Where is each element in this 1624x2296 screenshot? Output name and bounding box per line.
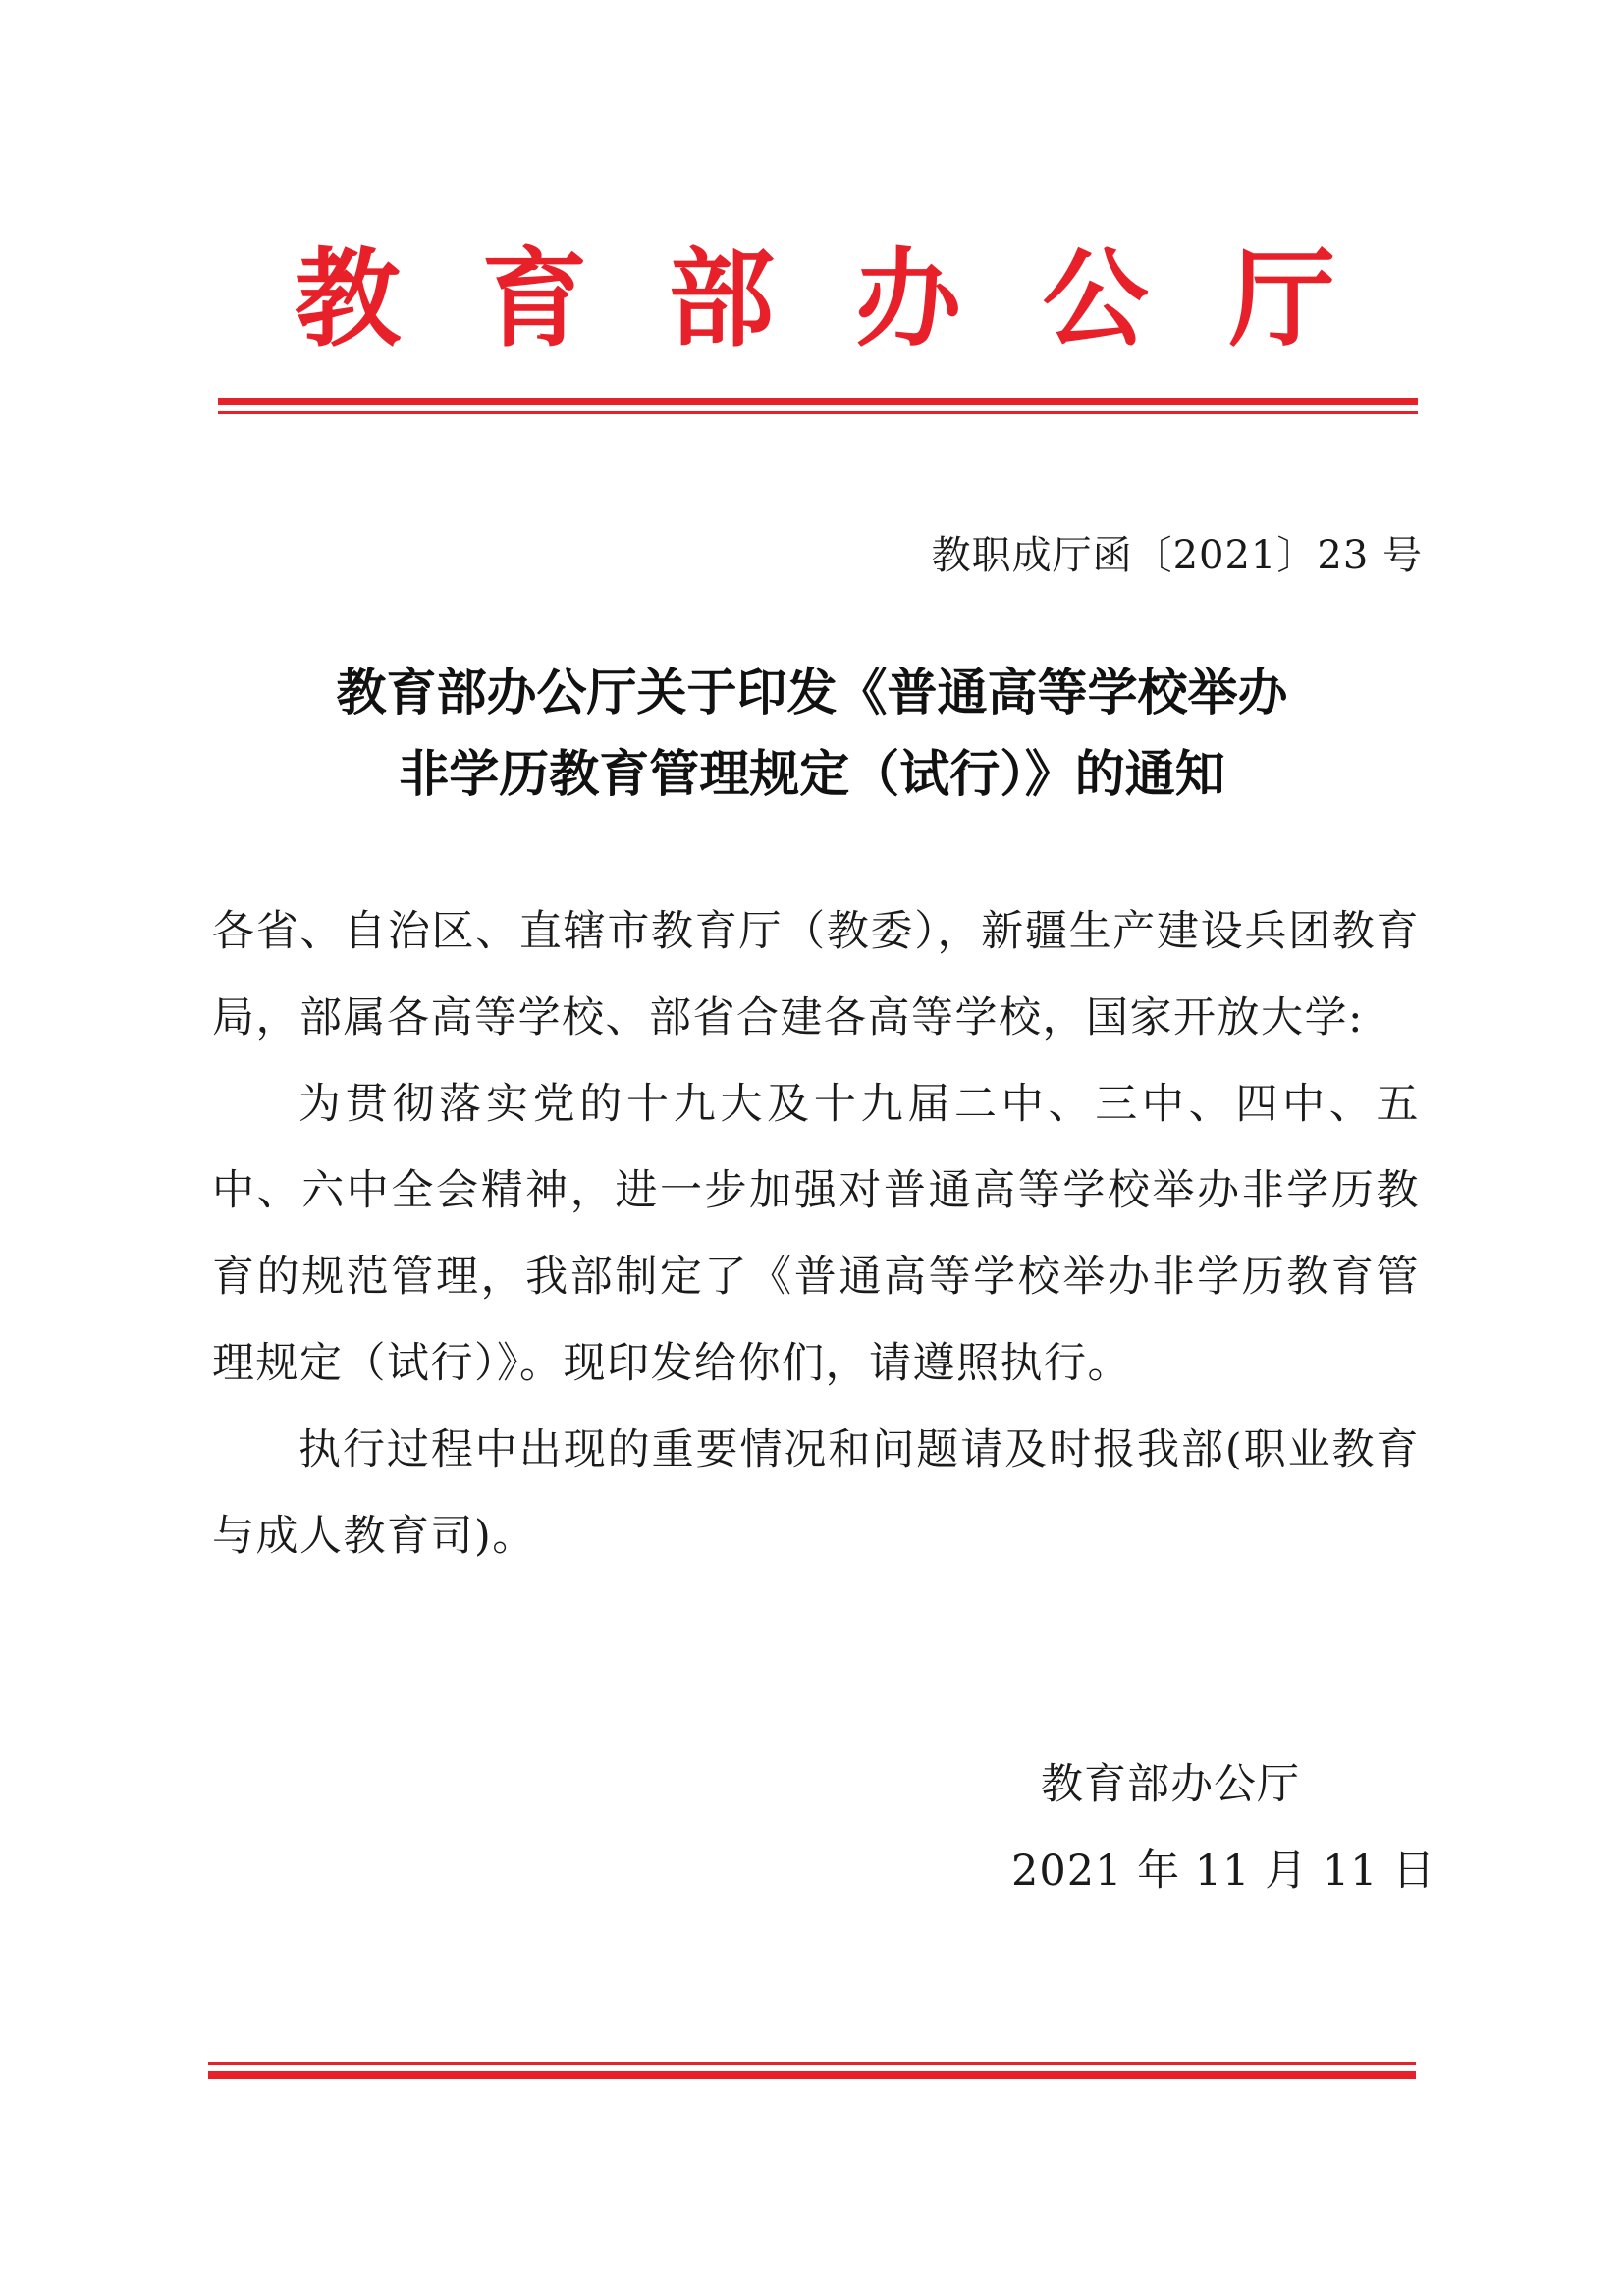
salutation: 各省、自治区、直辖市教育厅（教委），新疆生产建设兵团教育局，部属各高等学校、部省合建各高等学校，国家开放大学: [212, 907, 1420, 1042]
masthead-char: 育 [481, 238, 588, 361]
masthead-char: 厅 [1228, 238, 1335, 361]
issuer-signature: 教育部办公厅 [1041, 1760, 1300, 1809]
issue-date: 2021 年 11 月 11 日 [1011, 1846, 1436, 1896]
document-title [196, 653, 1428, 816]
body-paragraph-1: 为贯彻落实党的十九大及十九届二中、三中、四中、五中、六中全会精神，进一步加强对普通高等学校举办非学历教育的规范管理，我部制定了《普通高等学校举办非学历教育管理规定（试行）》。现印发给你们，请遵照执行。 [212, 1080, 1420, 1388]
footer-divider [208, 2062, 1416, 2079]
body-paragraph-2: 执行过程中出现的重要情况和问题请及时报我部(职业教育与成人教育司)。 [212, 1425, 1420, 1561]
title-line-1: 教育部办公厅关于印发《普通高等学校举办 [336, 665, 1288, 722]
masthead-title [295, 236, 1335, 363]
document-body [212, 888, 1420, 1579]
document-number: 教职成厅函〔2021〕23 号 [931, 533, 1423, 578]
masthead-char: 部 [668, 238, 775, 361]
title-line-2: 非学历教育管理规定（试行）》的通知 [399, 746, 1225, 804]
masthead-char: 教 [295, 238, 402, 361]
masthead-divider [218, 398, 1418, 414]
masthead-char: 公 [1042, 238, 1149, 361]
masthead-char: 办 [855, 238, 962, 361]
